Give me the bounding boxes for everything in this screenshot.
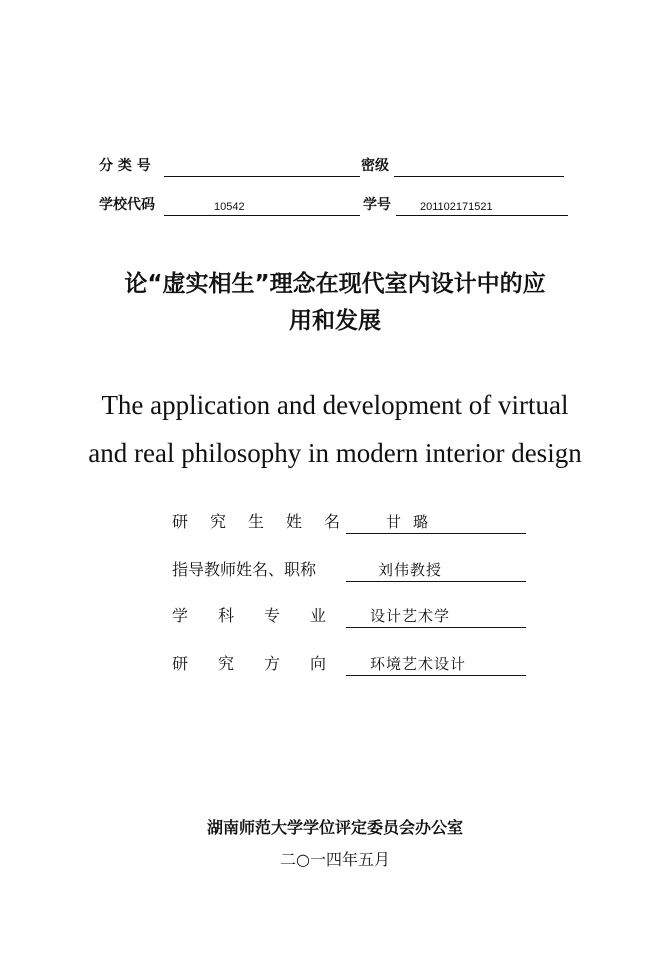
classification-field — [164, 158, 360, 177]
student-name-value: 甘璐 — [386, 513, 441, 531]
school-code-label: 学校代码 — [99, 197, 155, 213]
major-field — [346, 605, 526, 628]
title-en-line2: and real philosophy in modern interior design — [88, 438, 582, 468]
advisor-value: 刘伟教授 — [378, 561, 443, 579]
office-name: 湖南师范大学学位评定委员会办公室 — [206, 818, 463, 837]
advisor-field — [346, 559, 526, 582]
school-code-value: 10542 — [214, 201, 245, 213]
research-direction-value: 环境艺术设计 — [370, 655, 467, 673]
classification-label: 分 类 号 — [99, 158, 151, 174]
submission-date: 二○一四年五月 — [280, 850, 390, 869]
student-id-value: 201102171521 — [420, 201, 493, 213]
school-code-field — [164, 197, 360, 216]
major-label: 学科专业 — [172, 606, 357, 625]
title-en-line1: The application and development of virtual — [101, 390, 569, 420]
student-name-field — [346, 511, 526, 534]
title-cn-line1: 论“虚实相生”理念在现代室内设计中的应 — [124, 271, 546, 297]
student-id-field — [396, 197, 568, 216]
student-id-label: 学号 — [363, 197, 391, 213]
research-direction-field — [346, 653, 526, 676]
secret-level-field — [394, 158, 564, 177]
title-cn-line2: 用和发展 — [289, 308, 381, 334]
major-value: 设计艺术学 — [370, 607, 451, 625]
advisor-label: 指导教师姓名、职称 — [172, 560, 317, 579]
student-name-label: 研究生姓名 — [172, 512, 363, 531]
research-direction-label: 研究方向 — [172, 654, 357, 673]
secret-level-label: 密级 — [361, 158, 389, 174]
